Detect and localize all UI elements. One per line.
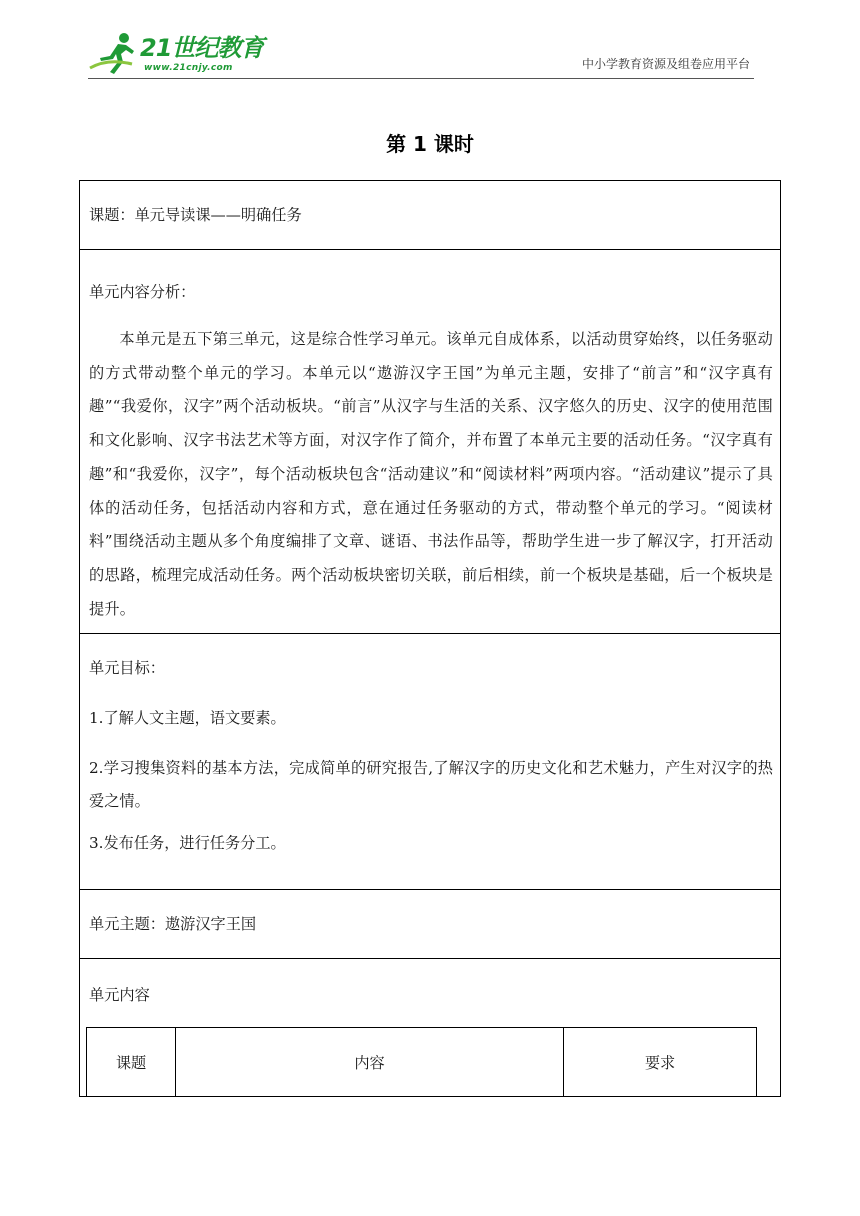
logo-main-text: 21世纪教育 (140, 34, 264, 62)
content-table (86, 1027, 757, 1096)
goals-row (80, 634, 780, 890)
goals-heading: 单元目标： (89, 659, 165, 677)
page-title: 第 1 课时 (386, 132, 474, 156)
lesson-topic: 课题：单元导读课——明确任务 (89, 206, 302, 224)
analysis-row (80, 250, 780, 634)
header-divider (88, 78, 754, 79)
lesson-plan-table (79, 180, 781, 1097)
column-header-topic: 课题 (87, 1028, 176, 1096)
unit-theme: 单元主题：遨游汉字王国 (89, 915, 257, 933)
page-header (88, 28, 754, 80)
topic-row (80, 181, 780, 250)
platform-tagline: 中小学教育资源及组卷应用平台 (581, 57, 750, 71)
analysis-body: 本单元是五下第三单元，这是综合性学习单元。该单元自成体系，以活动贯穿始终，以任务驱动的方式带动整个单元的学习。本单元以“遨游汉字王国”为单元主题，安排了“前言”和“汉字真有趣”“我爱你，汉字”两个活动板块。“前言”从汉字与生活的关系、汉字悠久的历史、汉字的使用范围和文化影响、汉字书法艺术等方面，对汉字作了简介，并布置了本单元主要的活动任务。“汉字真有趣”和“我爱你，汉字”，每个活动板块包含“活动建议”和“阅读材料”两项内容。“活动建议”提示了具体的活动任务，包括活动内容和方式，意在通过任务驱动的方式，带动整个单元的学习。“阅读材料”围绕活动主题从多个角度编排了文章、谜语、书法作品等，帮助学生进一步了解汉字，打开活动的思路，梳理完成活动任务。两个活动板块密切关联，前后相续，前一个板块是基础，后一个板块是提升。 (89, 330, 773, 618)
runner-icon (88, 28, 144, 78)
goal-item: 2.学习搜集资料的基本方法，完成简单的研究报告,了解汉字的历史文化和艺术魅力，产生对汉字的热爱之情。 (89, 759, 773, 810)
theme-row (80, 890, 780, 959)
logo-url-text: www.21cnjy.com (144, 63, 233, 73)
content-heading: 单元内容 (89, 986, 150, 1004)
analysis-heading: 单元内容分析： (89, 283, 196, 301)
brand-logo (88, 28, 268, 78)
column-header-requirements: 要求 (644, 1053, 676, 1072)
goal-item: 1.了解人文主题，语文要素。 (89, 709, 286, 727)
goal-item: 3.发布任务，进行任务分工。 (89, 834, 286, 852)
column-header-content: 内容 (176, 1028, 564, 1096)
